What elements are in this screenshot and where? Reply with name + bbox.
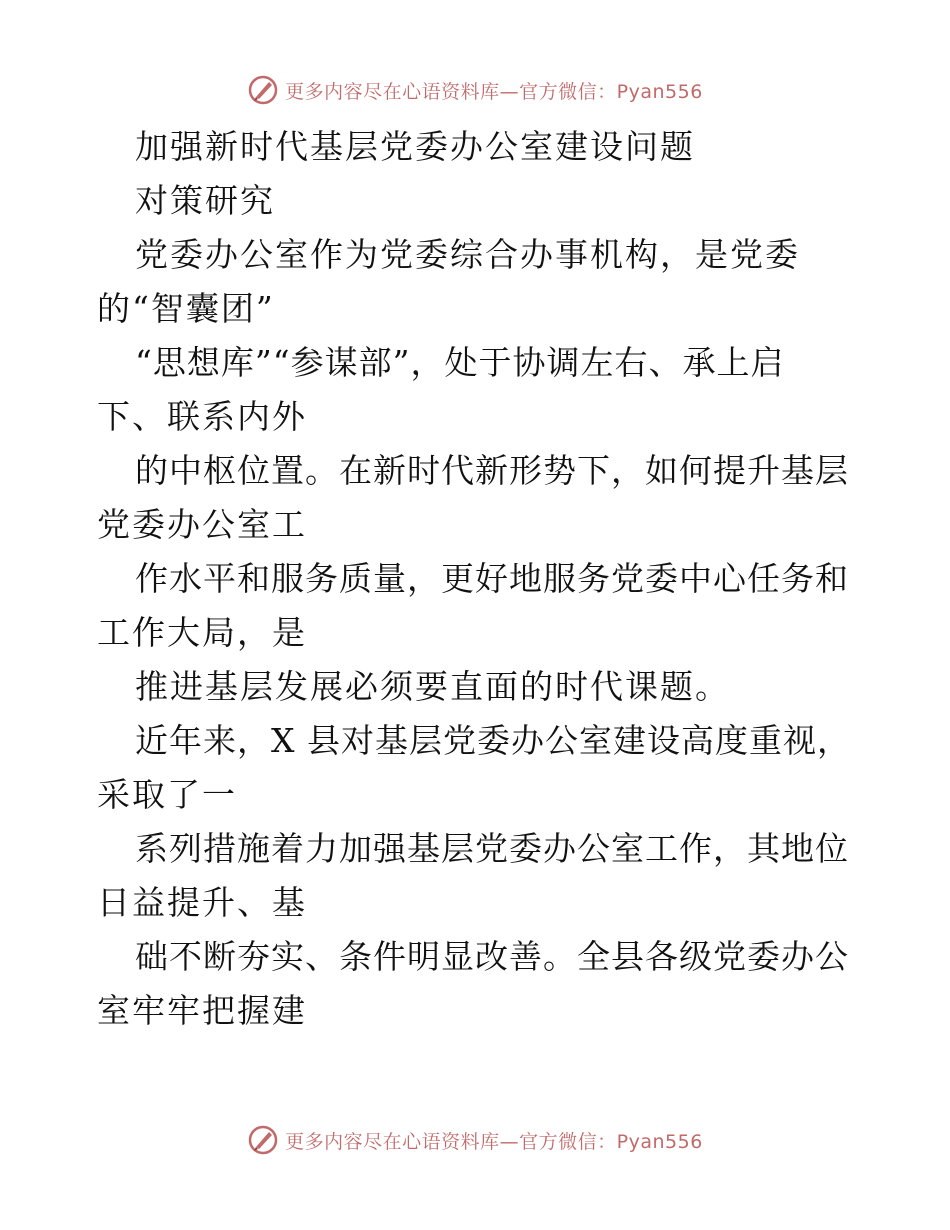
text-line: 采取了一 bbox=[97, 775, 237, 814]
text-line: 日益提升、基 bbox=[97, 883, 307, 922]
text-line: 推进基层发展必须要直面的时代课题。 bbox=[135, 667, 730, 706]
text-line: 近年来，X 县对基层党委办公室建设高度重视， bbox=[135, 721, 851, 760]
document-body bbox=[97, 120, 857, 1038]
text-line: 加强新时代基层党委办公室建设问题 bbox=[135, 127, 695, 166]
header-watermark bbox=[0, 70, 950, 110]
watermark-text: 更多内容尽在心语资料库—官方微信：Pyan556 bbox=[285, 80, 703, 103]
quill-logo-icon bbox=[247, 1124, 279, 1156]
text-line: 工作大局，是 bbox=[97, 613, 307, 652]
text-line: 对策研究 bbox=[135, 181, 275, 220]
text-line: 系列措施着力加强基层党委办公室工作，其地位 bbox=[135, 829, 849, 868]
text-line: 的“智囊团” bbox=[97, 289, 275, 328]
text-line: 党委办公室作为党委综合办事机构，是党委 bbox=[135, 235, 800, 274]
text-line: 党委办公室工 bbox=[97, 505, 307, 544]
text-line: “思想库”“参谋部”，处于协调左右、承上启 bbox=[135, 343, 785, 382]
text-line: 室牢牢把握建 bbox=[97, 991, 307, 1030]
text-line: 作水平和服务质量，更好地服务党委中心任务和 bbox=[135, 559, 849, 598]
text-line: 础不断夯实、条件明显改善。全县各级党委办公 bbox=[135, 937, 849, 976]
text-line: 下、联系内外 bbox=[97, 397, 307, 436]
quill-logo-icon bbox=[247, 74, 279, 106]
text-line: 的中枢位置。在新时代新形势下，如何提升基层 bbox=[135, 451, 849, 490]
footer-watermark bbox=[0, 1120, 950, 1160]
watermark-text: 更多内容尽在心语资料库—官方微信：Pyan556 bbox=[285, 1130, 703, 1153]
